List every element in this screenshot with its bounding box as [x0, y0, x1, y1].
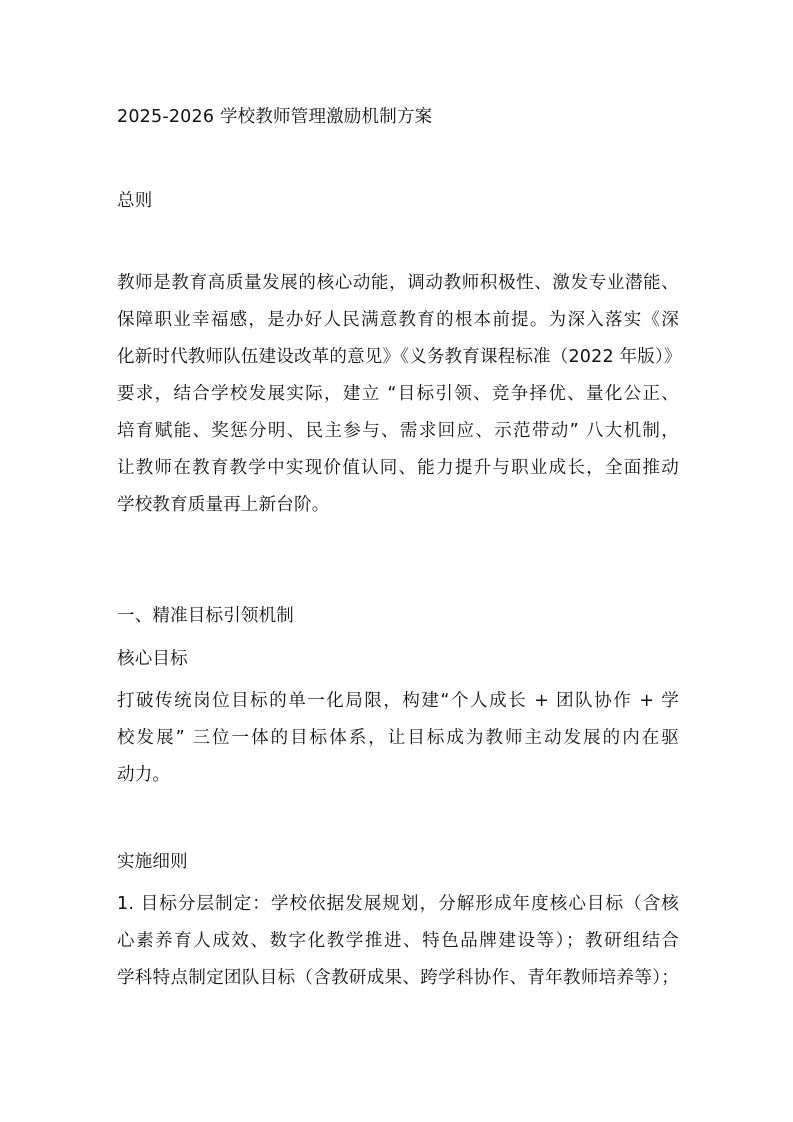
intro-line: 保障职业幸福感，是办好人民满意教育的根本前提。为深入落实《深 [117, 310, 679, 330]
implementation-line: 学科特点制定团队目标（含教研成果、跨学科协作、青年教师培养等）； [117, 968, 679, 988]
subheading-core-goal: 核心目标 [117, 649, 188, 669]
core-goal-line: 打破传统岗位目标的单一化局限，构建“个人成长 + 团队协作 + 学 [117, 691, 679, 711]
intro-line: 让教师在教育教学中实现价值认同、能力提升与职业成长，全面推动 [117, 458, 679, 478]
general-heading: 总则 [117, 191, 153, 211]
intro-line: 教师是教育高质量发展的核心动能，调动教师积极性、激发专业潜能、 [117, 273, 679, 293]
section-heading: 一、精准目标引领机制 [117, 606, 294, 626]
intro-line: 学校教育质量再上新台阶。 [117, 495, 330, 515]
core-goal-line: 动力。 [117, 765, 171, 785]
implementation-line: 心素养育人成效、数字化教学推进、特色品牌建设等）；教研组结合 [117, 931, 679, 951]
core-goal-line: 校发展” 三位一体的目标体系，让目标成为教师主动发展的内在驱 [117, 728, 679, 748]
intro-line: 要求，结合学校发展实际，建立 “目标引领、竞争择优、量化公正、 [117, 384, 679, 404]
intro-line: 化新时代教师队伍建设改革的意见》《义务教育课程标准（2022 年版）》 [117, 347, 682, 367]
subheading-implementation: 实施细则 [117, 852, 188, 872]
document-title: 2025-2026 学校教师管理激励机制方案 [117, 107, 433, 127]
intro-line: 培育赋能、奖惩分明、民主参与、需求回应、示范带动” 八大机制， [117, 421, 679, 441]
implementation-line: 1. 目标分层制定：学校依据发展规划，分解形成年度核心目标（含核 [117, 894, 679, 914]
